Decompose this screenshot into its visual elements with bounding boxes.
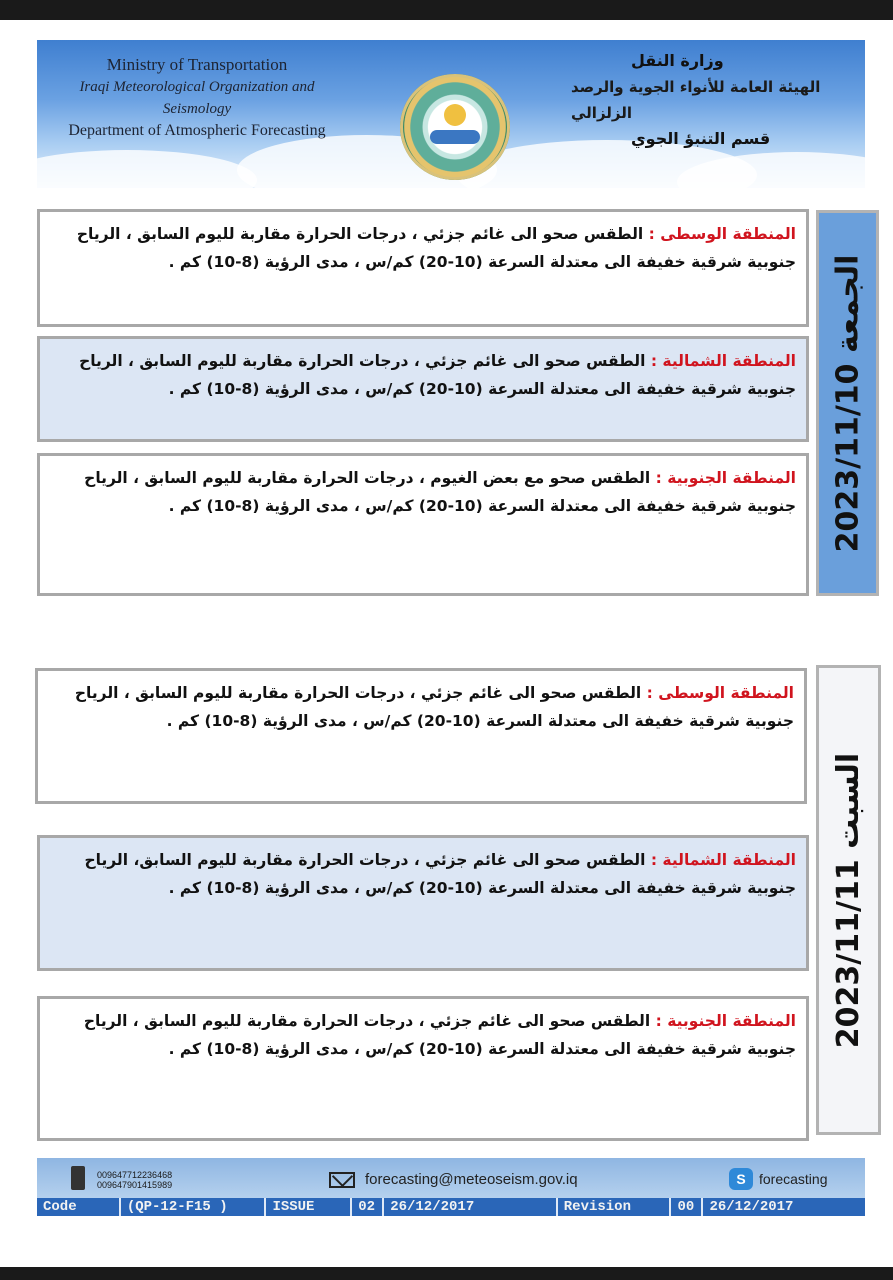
region-label: المنطقة الجنوبية : [655, 469, 796, 487]
forecast-box-north-day1 [37, 336, 809, 442]
skype-icon: S [729, 1168, 753, 1190]
code-label: Code [37, 1198, 121, 1216]
region-label: المنطقة الوسطى : [646, 684, 794, 702]
contact-footer [37, 1158, 865, 1216]
email-link[interactable]: forecasting@meteoseism.gov.iq [365, 1171, 578, 1188]
header-arabic-text [571, 48, 851, 152]
region-label: المنطقة الجنوبية : [655, 1012, 796, 1030]
region-label: المنطقة الشمالية : [650, 352, 796, 370]
mail-icon [329, 1172, 355, 1188]
header-english-text [47, 54, 347, 142]
date-label-day2: السبت 2023/11/11 [831, 752, 866, 1048]
phone-number-2: 009647901415989 [97, 1180, 173, 1190]
forecast-text: الطقس صحو الى غائم جزئي ، درجات الحرارة مقاربة لليوم السابق، الرياح جنوبية شرقية خفيفة الى معتدلة السرعة (10-20) كم/س ، مدى الرؤية (8-10) كم . [84, 851, 796, 897]
forecast-box-south-day2 [37, 996, 809, 1141]
forecast-text: الطقس صحو الى غائم جزئي ، درجات الحرارة مقاربة لليوم السابق ، الرياح جنوبية شرقية خفيفة الى معتدلة السرعة (10-20) كم/س ، مدى الرؤية (8-10) كم . [74, 684, 794, 730]
forecast-text: الطقس صحو الى غائم جزئي ، درجات الحرارة مقاربة لليوم السابق ، الرياح جنوبية شرقية خفيفة الى معتدلة السرعة (10-20) كم/س ، مدى الرؤية (8-10) كم . [76, 225, 796, 271]
phone-numbers [97, 1170, 172, 1190]
region-label: المنطقة الوسطى : [648, 225, 796, 243]
skype-handle[interactable]: forecasting [759, 1171, 828, 1187]
issue-date: 26/12/2017 [384, 1198, 558, 1216]
logo-sun-icon [444, 104, 466, 126]
department-name-ar: قسم التنبؤ الجوي [631, 129, 771, 148]
revision-label: Revision [558, 1198, 672, 1216]
revision-number: 00 [671, 1198, 703, 1216]
logo-wave-icon [430, 130, 480, 144]
ministry-name-ar: وزارة النقل [631, 51, 724, 70]
issue-label: ISSUE [266, 1198, 352, 1216]
revision-date: 26/12/2017 [709, 1199, 794, 1215]
header-banner [37, 40, 865, 188]
department-name-en: Department of Atmospheric Forecasting [68, 122, 326, 139]
date-bar-day1 [816, 210, 879, 596]
forecast-text: الطقس صحو مع بعض الغيوم ، درجات الحرارة مقاربة لليوم السابق ، الرياح جنوبية شرقية خفيفة الى معتدلة السرعة (10-20) كم/س ، مدى الرؤية (8-10) كم . [84, 469, 796, 515]
forecast-page [0, 20, 893, 1267]
forecast-text: الطقس صحو الى غائم جزئي ، درجات الحرارة مقاربة لليوم السابق ، الرياح جنوبية شرقية خفيفة الى معتدلة السرعة (10-20) كم/س ، مدى الرؤية (8-10) كم . [79, 352, 796, 398]
date-label-day1: الجمعة 2023/11/10 [830, 254, 866, 552]
ministry-name-en: Ministry of Transportation [106, 55, 288, 74]
forecast-box-south-day1 [37, 453, 809, 596]
organization-name-en: Iraqi Meteorological Organization and Seismology [79, 79, 315, 117]
phone-number-1: 009647712236468 [97, 1170, 173, 1180]
organization-logo [400, 74, 510, 180]
phone-icon [71, 1166, 85, 1190]
forecast-text: الطقس صحو الى غائم جزئي ، درجات الحرارة مقاربة لليوم السابق ، الرياح جنوبية شرقية خفيفة الى معتدلة السرعة (10-20) كم/س ، مدى الرؤية (8-10) كم . [83, 1012, 796, 1058]
issue-number: 02 [352, 1198, 384, 1216]
forecast-box-north-day2 [37, 835, 809, 971]
forecast-box-central-day2 [35, 668, 807, 804]
code-value: (QP-12-F15 ) [121, 1198, 267, 1216]
organization-name-ar: الهيئة العامة للأنواء الجوية والرصد الزلزالي [571, 78, 821, 122]
document-code-bar [37, 1198, 865, 1216]
region-label: المنطقة الشمالية : [650, 851, 796, 869]
date-bar-day2 [816, 665, 881, 1135]
forecast-box-central-day1 [37, 209, 809, 327]
